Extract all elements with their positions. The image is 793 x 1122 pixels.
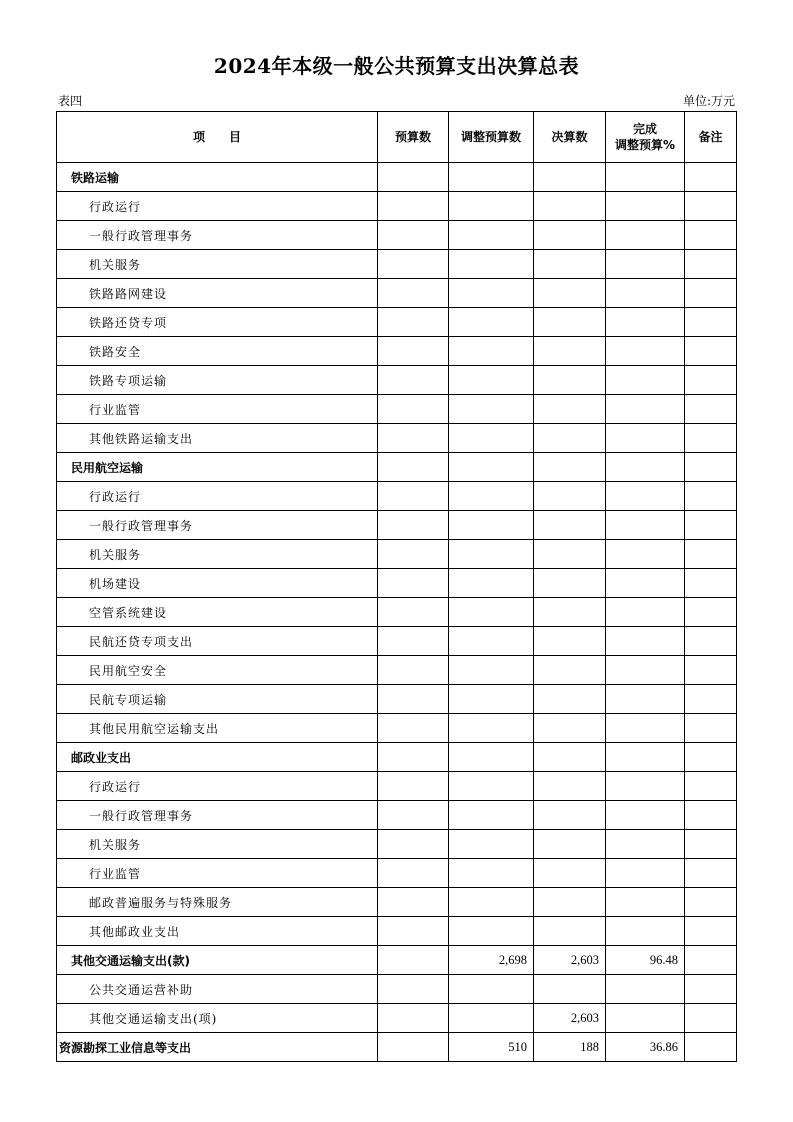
- adjusted-budget-cell: [449, 279, 534, 308]
- budget-cell: [378, 598, 449, 627]
- budget-cell: [378, 946, 449, 975]
- adjusted-budget-cell: [449, 453, 534, 482]
- budget-cell: [378, 859, 449, 888]
- notes-cell: [685, 743, 737, 772]
- table-row: [57, 366, 737, 395]
- final-accounts-cell: [534, 598, 606, 627]
- notes-cell: [685, 917, 737, 946]
- completion-rate-cell: [606, 482, 685, 511]
- adjusted-budget-cell: [449, 888, 534, 917]
- completion-rate-cell: [606, 1004, 685, 1033]
- final-accounts-cell: [534, 540, 606, 569]
- budget-cell: [378, 511, 449, 540]
- notes-cell: [685, 250, 737, 279]
- budget-cell: [378, 801, 449, 830]
- page-title: 2024年本级一般公共预算支出决算总表: [213, 54, 580, 78]
- notes-cell: [685, 424, 737, 453]
- final-accounts-cell: [534, 743, 606, 772]
- row-item-name: 民航专项运输: [57, 685, 378, 714]
- completion-rate-cell: [606, 163, 685, 192]
- notes-cell: [685, 627, 737, 656]
- completion-rate-cell: [606, 366, 685, 395]
- table-row: [57, 714, 737, 743]
- notes-cell: [685, 1004, 737, 1033]
- completion-rate-cell: [606, 743, 685, 772]
- row-item-name: 其他铁路运输支出: [57, 424, 378, 453]
- budget-cell: [378, 192, 449, 221]
- final-accounts-cell: [534, 366, 606, 395]
- final-accounts-cell: [534, 569, 606, 598]
- table-row: [57, 1033, 737, 1062]
- budget-cell: [378, 917, 449, 946]
- final-accounts-cell: [534, 656, 606, 685]
- adjusted-budget-cell: [449, 743, 534, 772]
- final-accounts-cell: [534, 424, 606, 453]
- notes-cell: [685, 714, 737, 743]
- table-row: [57, 163, 737, 192]
- budget-cell: [378, 366, 449, 395]
- completion-rate-cell: [606, 714, 685, 743]
- budget-cell: [378, 453, 449, 482]
- final-accounts-cell: [534, 714, 606, 743]
- table-row: [57, 656, 737, 685]
- notes-cell: [685, 395, 737, 424]
- final-accounts-cell: [534, 279, 606, 308]
- notes-cell: [685, 192, 737, 221]
- final-accounts-cell: [534, 163, 606, 192]
- completion-rate-cell: [606, 598, 685, 627]
- row-item-name: 行业监管: [57, 859, 378, 888]
- row-item-name: 行政运行: [57, 482, 378, 511]
- row-item-name: 机关服务: [57, 250, 378, 279]
- adjusted-budget-cell: [449, 685, 534, 714]
- budget-cell: [378, 337, 449, 366]
- row-item-name: 其他交通运输支出(项): [57, 1004, 378, 1033]
- adjusted-budget-cell: [449, 366, 534, 395]
- adjusted-budget-cell: 510: [449, 1033, 534, 1062]
- notes-cell: [685, 337, 737, 366]
- adjusted-budget-cell: [449, 656, 534, 685]
- row-item-name: 一般行政管理事务: [57, 511, 378, 540]
- header-completion-line1: 完成: [632, 122, 657, 136]
- notes-cell: [685, 1033, 737, 1062]
- header-adjusted-budget: 调整预算数: [449, 112, 534, 163]
- adjusted-budget-cell: [449, 250, 534, 279]
- row-item-name: 邮政普遍服务与特殊服务: [57, 888, 378, 917]
- row-item-name: 邮政业支出: [57, 743, 378, 772]
- notes-cell: [685, 540, 737, 569]
- header-completion-line2: 调整预算%: [614, 138, 676, 152]
- budget-cell: [378, 975, 449, 1004]
- budget-cell: [378, 772, 449, 801]
- completion-rate-cell: [606, 192, 685, 221]
- budget-cell: [378, 163, 449, 192]
- table-row: [57, 482, 737, 511]
- completion-rate-cell: [606, 424, 685, 453]
- budget-cell: [378, 424, 449, 453]
- notes-cell: [685, 163, 737, 192]
- completion-rate-cell: [606, 337, 685, 366]
- final-accounts-cell: [534, 830, 606, 859]
- notes-cell: [685, 366, 737, 395]
- table-row: [57, 859, 737, 888]
- adjusted-budget-cell: [449, 627, 534, 656]
- notes-cell: [685, 859, 737, 888]
- adjusted-budget-cell: [449, 395, 534, 424]
- table-row: [57, 569, 737, 598]
- final-accounts-cell: [534, 859, 606, 888]
- adjusted-budget-cell: [449, 308, 534, 337]
- final-accounts-cell: [534, 337, 606, 366]
- table-row: [57, 337, 737, 366]
- table-row: [57, 424, 737, 453]
- completion-rate-cell: [606, 511, 685, 540]
- completion-rate-cell: [606, 772, 685, 801]
- header-item: 项 目: [57, 112, 378, 163]
- table-row: [57, 917, 737, 946]
- table-row: [57, 975, 737, 1004]
- unit-label: 单位:万元: [682, 94, 735, 108]
- row-item-name: 一般行政管理事务: [57, 801, 378, 830]
- row-item-name: 机场建设: [57, 569, 378, 598]
- final-accounts-cell: [534, 685, 606, 714]
- table-row: [57, 395, 737, 424]
- notes-cell: [685, 279, 737, 308]
- notes-cell: [685, 453, 737, 482]
- adjusted-budget-cell: [449, 482, 534, 511]
- adjusted-budget-cell: [449, 598, 534, 627]
- completion-rate-cell: [606, 221, 685, 250]
- notes-cell: [685, 511, 737, 540]
- row-item-name: 行业监管: [57, 395, 378, 424]
- budget-cell: [378, 714, 449, 743]
- budget-cell: [378, 656, 449, 685]
- budget-cell: [378, 279, 449, 308]
- row-item-name: 铁路还贷专项: [57, 308, 378, 337]
- table-row: [57, 221, 737, 250]
- completion-rate-cell: [606, 801, 685, 830]
- budget-cell: [378, 830, 449, 859]
- budget-cell: [378, 685, 449, 714]
- final-accounts-cell: [534, 627, 606, 656]
- completion-rate-cell: [606, 540, 685, 569]
- row-item-name: 空管系统建设: [57, 598, 378, 627]
- completion-rate-cell: [606, 888, 685, 917]
- final-accounts-cell: 2,603: [534, 1004, 606, 1033]
- notes-cell: [685, 656, 737, 685]
- row-item-name: 铁路路网建设: [57, 279, 378, 308]
- table-row: [57, 772, 737, 801]
- final-accounts-cell: [534, 250, 606, 279]
- budget-cell: [378, 395, 449, 424]
- notes-cell: [685, 946, 737, 975]
- header-budget: 预算数: [378, 112, 449, 163]
- final-accounts-cell: [534, 888, 606, 917]
- completion-rate-cell: 96.48: [606, 946, 685, 975]
- row-item-name: 民用航空安全: [57, 656, 378, 685]
- adjusted-budget-cell: [449, 917, 534, 946]
- adjusted-budget-cell: [449, 714, 534, 743]
- table-row: [57, 192, 737, 221]
- notes-cell: [685, 830, 737, 859]
- budget-cell: [378, 627, 449, 656]
- adjusted-budget-cell: [449, 830, 534, 859]
- completion-rate-cell: [606, 685, 685, 714]
- final-accounts-cell: [534, 221, 606, 250]
- final-accounts-cell: [534, 308, 606, 337]
- row-item-name: 其他交通运输支出(款): [57, 946, 378, 975]
- table-row: [57, 279, 737, 308]
- completion-rate-cell: [606, 859, 685, 888]
- budget-cell: [378, 540, 449, 569]
- adjusted-budget-cell: [449, 1004, 534, 1033]
- completion-rate-cell: [606, 453, 685, 482]
- final-accounts-cell: [534, 772, 606, 801]
- final-accounts-cell: [534, 395, 606, 424]
- notes-cell: [685, 888, 737, 917]
- budget-cell: [378, 569, 449, 598]
- budget-cell: [378, 743, 449, 772]
- table-row: [57, 801, 737, 830]
- adjusted-budget-cell: [449, 569, 534, 598]
- final-accounts-cell: 188: [534, 1033, 606, 1062]
- adjusted-budget-cell: 2,698: [449, 946, 534, 975]
- completion-rate-cell: [606, 250, 685, 279]
- adjusted-budget-cell: [449, 540, 534, 569]
- table-row: [57, 946, 737, 975]
- budget-cell: [378, 1004, 449, 1033]
- notes-cell: [685, 482, 737, 511]
- notes-cell: [685, 801, 737, 830]
- table-row: [57, 830, 737, 859]
- final-accounts-cell: 2,603: [534, 946, 606, 975]
- row-item-name: 行政运行: [57, 192, 378, 221]
- table-row: [57, 685, 737, 714]
- adjusted-budget-cell: [449, 221, 534, 250]
- adjusted-budget-cell: [449, 859, 534, 888]
- final-accounts-cell: [534, 192, 606, 221]
- row-item-name: 民航还贷专项支出: [57, 627, 378, 656]
- expenditure-table: [56, 111, 737, 1062]
- adjusted-budget-cell: [449, 192, 534, 221]
- row-item-name: 公共交通运营补助: [57, 975, 378, 1004]
- completion-rate-cell: [606, 395, 685, 424]
- notes-cell: [685, 308, 737, 337]
- table-row: [57, 1004, 737, 1033]
- row-item-name: 铁路专项运输: [57, 366, 378, 395]
- adjusted-budget-cell: [449, 424, 534, 453]
- adjusted-budget-cell: [449, 511, 534, 540]
- table-row: [57, 627, 737, 656]
- budget-cell: [378, 221, 449, 250]
- header-completion-rate: [606, 112, 685, 163]
- table-row: [57, 540, 737, 569]
- completion-rate-cell: [606, 279, 685, 308]
- notes-cell: [685, 685, 737, 714]
- table-row: [57, 308, 737, 337]
- final-accounts-cell: [534, 801, 606, 830]
- row-item-name: 民用航空运输: [57, 453, 378, 482]
- budget-cell: [378, 482, 449, 511]
- row-item-name: 行政运行: [57, 772, 378, 801]
- completion-rate-cell: [606, 308, 685, 337]
- row-item-name: 机关服务: [57, 540, 378, 569]
- notes-cell: [685, 569, 737, 598]
- adjusted-budget-cell: [449, 772, 534, 801]
- final-accounts-cell: [534, 917, 606, 946]
- row-item-name: 机关服务: [57, 830, 378, 859]
- adjusted-budget-cell: [449, 801, 534, 830]
- notes-cell: [685, 598, 737, 627]
- table-row: [57, 511, 737, 540]
- completion-rate-cell: [606, 627, 685, 656]
- adjusted-budget-cell: [449, 975, 534, 1004]
- table-header-row: [57, 112, 737, 163]
- adjusted-budget-cell: [449, 163, 534, 192]
- notes-cell: [685, 772, 737, 801]
- row-item-name: 一般行政管理事务: [57, 221, 378, 250]
- completion-rate-cell: 36.86: [606, 1033, 685, 1062]
- notes-cell: [685, 975, 737, 1004]
- final-accounts-cell: [534, 511, 606, 540]
- budget-cell: [378, 1033, 449, 1062]
- completion-rate-cell: [606, 830, 685, 859]
- completion-rate-cell: [606, 656, 685, 685]
- header-notes: 备注: [685, 112, 737, 163]
- header-final-accounts: 决算数: [534, 112, 606, 163]
- table-row: [57, 598, 737, 627]
- final-accounts-cell: [534, 482, 606, 511]
- notes-cell: [685, 221, 737, 250]
- table-row: [57, 743, 737, 772]
- table-row: [57, 453, 737, 482]
- completion-rate-cell: [606, 975, 685, 1004]
- budget-cell: [378, 308, 449, 337]
- completion-rate-cell: [606, 569, 685, 598]
- table-row: [57, 250, 737, 279]
- table-row: [57, 888, 737, 917]
- row-item-name: 铁路安全: [57, 337, 378, 366]
- row-item-name: 资源勘探工业信息等支出: [57, 1033, 378, 1062]
- row-item-name: 铁路运输: [57, 163, 378, 192]
- completion-rate-cell: [606, 917, 685, 946]
- final-accounts-cell: [534, 975, 606, 1004]
- row-item-name: 其他民用航空运输支出: [57, 714, 378, 743]
- final-accounts-cell: [534, 453, 606, 482]
- adjusted-budget-cell: [449, 337, 534, 366]
- budget-cell: [378, 250, 449, 279]
- budget-cell: [378, 888, 449, 917]
- table-label: 表四: [58, 94, 83, 108]
- row-item-name: 其他邮政业支出: [57, 917, 378, 946]
